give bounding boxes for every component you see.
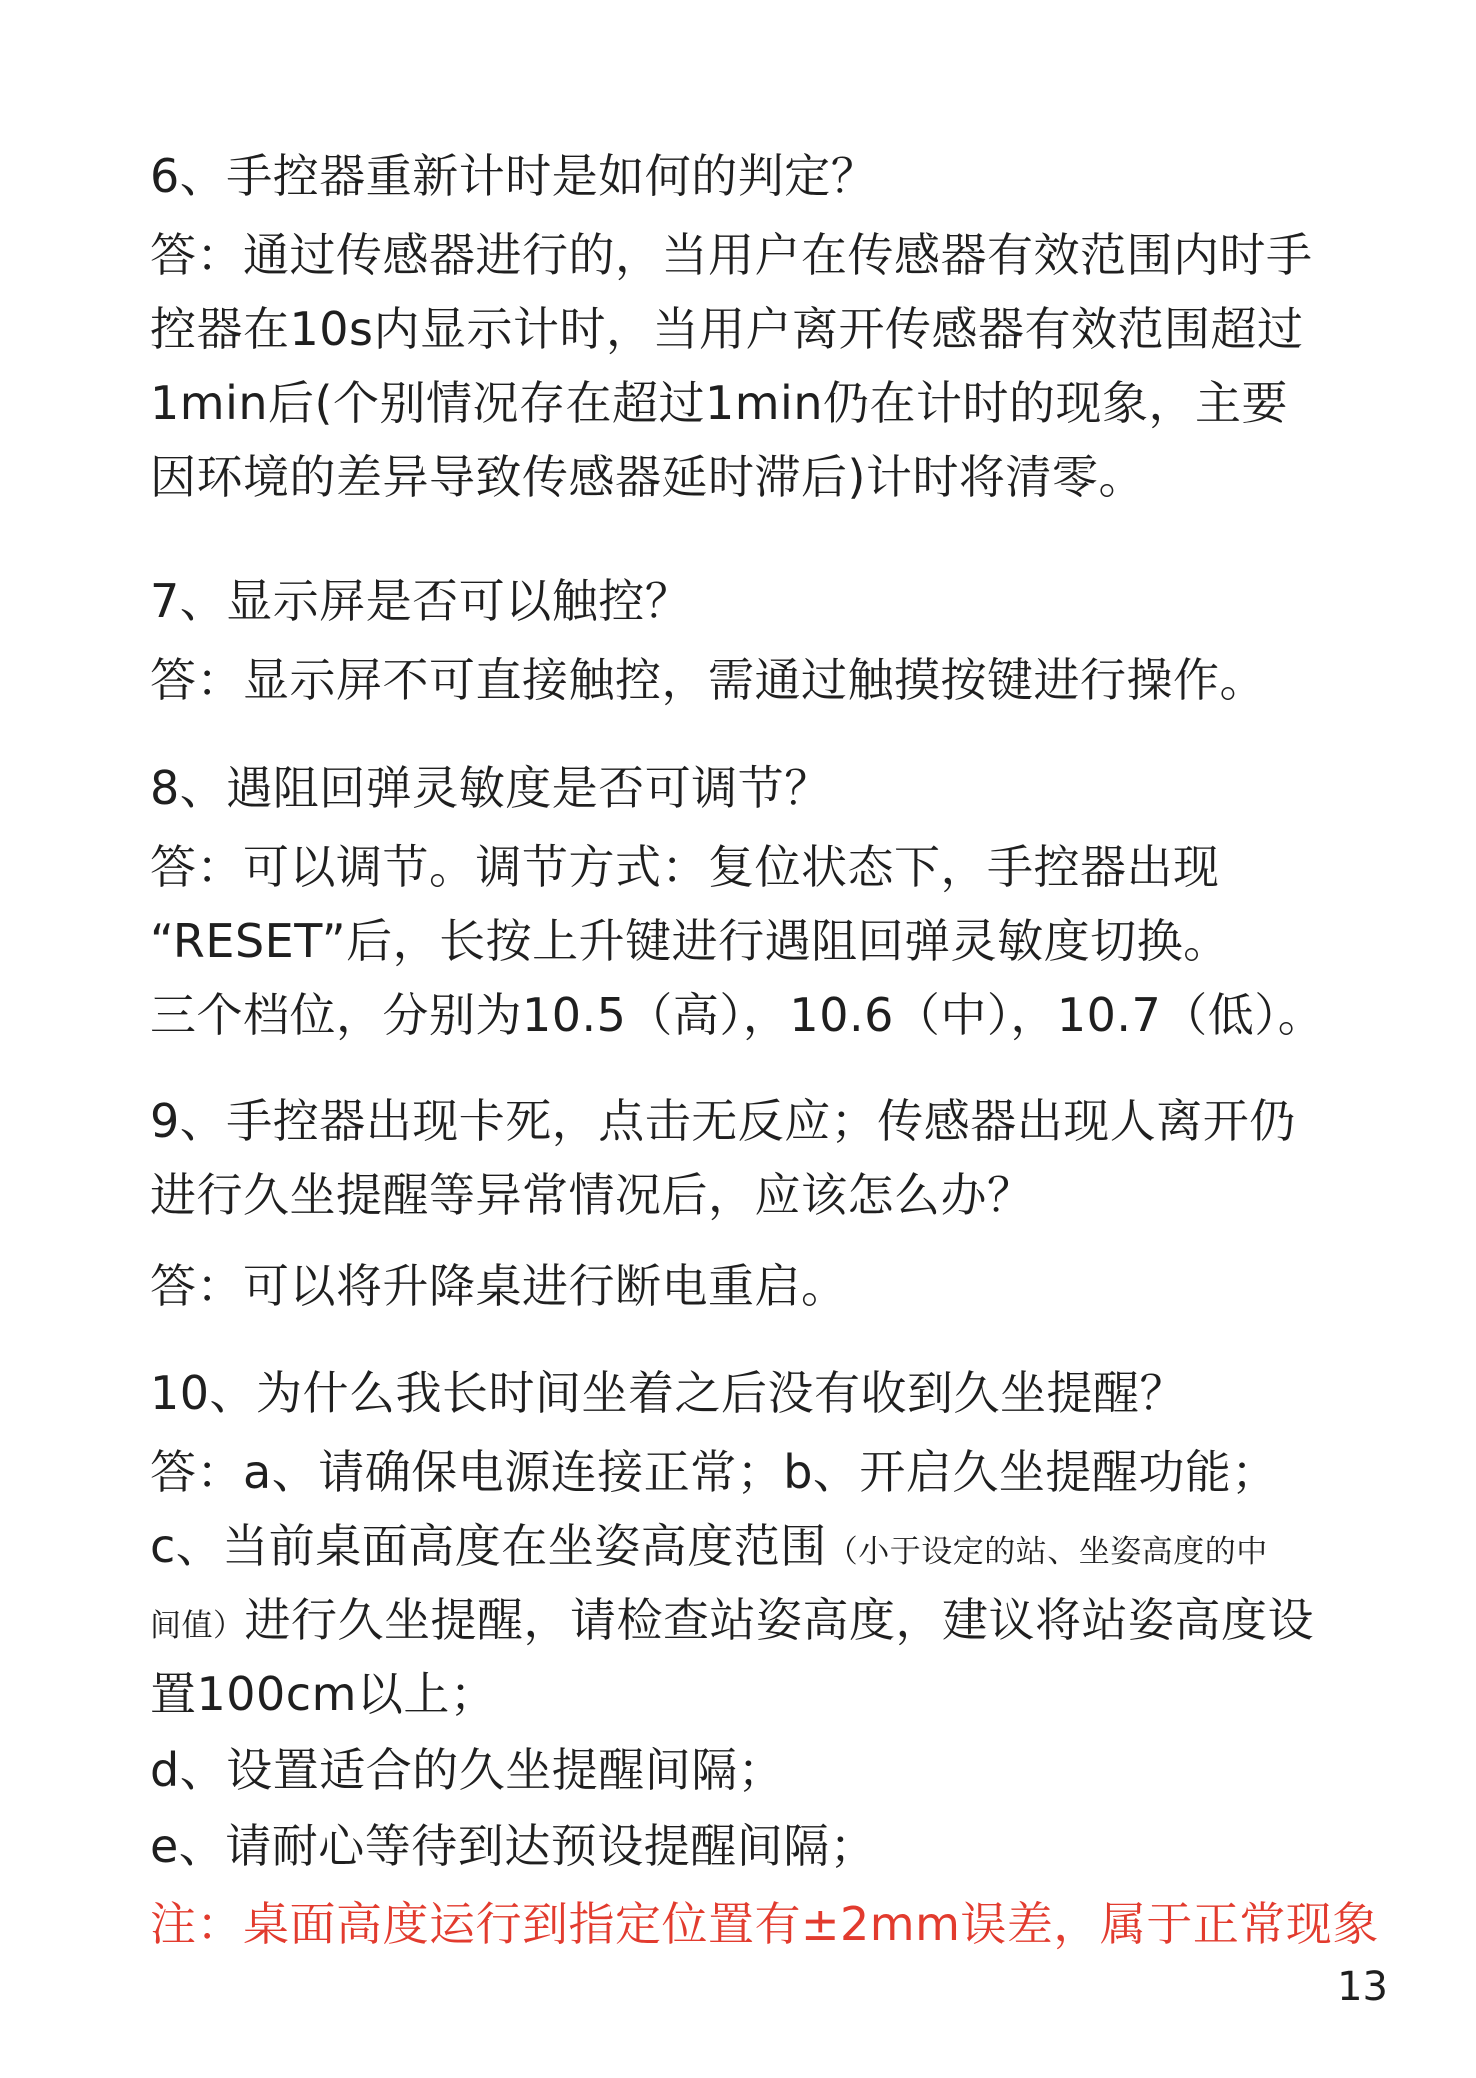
page-number: 13 [1337,1964,1388,2010]
faq-answer-10-line-d: d、设置适合的久坐提醒间隔； [150,1743,785,1797]
faq-answer-7-line-1: 答：显示屏不可直接触控，需通过触摸按键进行操作。 [150,653,1266,707]
faq-answer-10-c2-small: 间值） [150,1608,245,1644]
faq-question-8: 8、遇阻回弹灵敏度是否可调节？ [150,761,831,815]
faq-question-10: 10、为什么我长时间坐着之后没有收到久坐提醒？ [150,1366,1187,1420]
faq-question-7: 7、显示屏是否可以触控？ [150,574,692,628]
faq-answer-10-line-c3: 置100cm以上； [150,1667,497,1721]
faq-answer-8-line-3: 三个档位，分别为10.5（高），10.6（中），10.7（低）。 [150,988,1325,1042]
faq-answer-6-line-4: 因环境的差异导致传感器延时滞后)计时将清零。 [150,450,1145,504]
faq-answer-10-line-1: 答：a、请确保电源连接正常；b、开启久坐提醒功能； [150,1445,1278,1499]
faq-answer-10-c2-main: 进行久坐提醒，请检查站姿高度，建议将站姿高度设 [244,1593,1314,1647]
faq-question-9-line-1: 9、手控器出现卡死，点击无反应；传感器出现人离开仍 [150,1094,1296,1148]
faq-answer-10-line-c [150,1516,1268,1582]
faq-answer-8-line-1: 答：可以调节。调节方式：复位状态下，手控器出现 [150,840,1220,894]
faq-answer-10-c-small: （小于设定的站、坐姿高度的中 [826,1534,1268,1570]
faq-answer-6-line-3: 1min后(个别情况存在超过1min仍在计时的现象，主要 [150,376,1288,430]
faq-answer-6-line-2: 控器在10s内显示计时，当用户离开传感器有效范围超过 [150,302,1304,356]
faq-question-9-line-2: 进行久坐提醒等异常情况后，应该怎么办？ [150,1168,1034,1222]
faq-answer-10-c-main: c、当前桌面高度在坐姿高度范围 [150,1519,827,1573]
faq-answer-10-line-e: e、请耐心等待到达预设提醒间隔； [150,1819,877,1873]
faq-question-6: 6、手控器重新计时是如何的判定？ [150,149,878,203]
faq-answer-6-line-1: 答：通过传感器进行的，当用户在传感器有效范围内时手 [150,228,1313,282]
faq-answer-8-line-2: “RESET”后，长按上升键进行遇阻回弹灵敏度切换。 [150,914,1230,968]
faq-answer-10-line-c2 [150,1590,1314,1656]
note-text: 注：桌面高度运行到指定位置有±2mm误差，属于正常现象 [150,1897,1379,1951]
faq-answer-9-line-1: 答：可以将升降桌进行断电重启。 [150,1259,848,1313]
